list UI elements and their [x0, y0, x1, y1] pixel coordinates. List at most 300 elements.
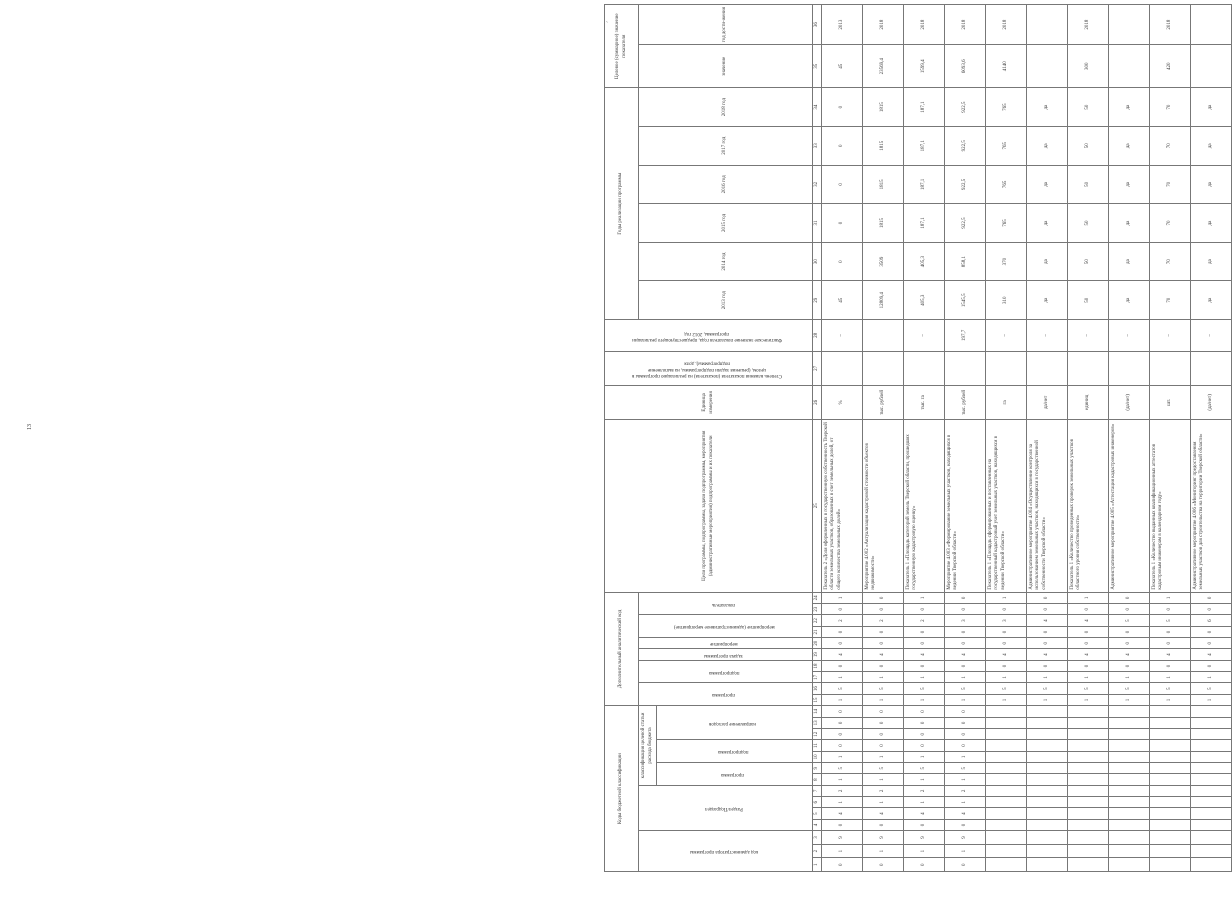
- year-value-cell: 1815: [863, 204, 904, 243]
- base-value-header: Фактическое значение показателя года, предшествующего реализации программы, 2012 год: [605, 320, 813, 352]
- code-digit-cell: 0: [1027, 626, 1068, 637]
- table-row: [822, 5, 863, 872]
- code-digit-cell: 0: [986, 660, 1027, 671]
- year-value-cell: 70: [1150, 126, 1191, 165]
- extra-class-header: Дополнительный аналитический код: [605, 592, 639, 706]
- section-header: Раздел/Подраздел: [639, 785, 813, 830]
- expense-dir-header: направление расходов: [657, 706, 813, 740]
- unit-header: Единица измерения: [605, 385, 813, 419]
- code-digit-cell: [1027, 706, 1068, 718]
- code-digit-cell: 4: [863, 649, 904, 660]
- goals-header: Цели программы, подпрограммы, задачи подпрограммы, мероприятия (административные мероприятия) подпрограммы и их показатели: [605, 419, 813, 592]
- unit-cell: тыс. рублей: [863, 385, 904, 419]
- year-value-cell: 310: [986, 281, 1027, 320]
- code-digit-cell: 0: [822, 660, 863, 671]
- code-digit-cell: [1109, 717, 1150, 728]
- indicator-text-cell: Показатель 2 «Доля оформленных в государственную собственность Тверской области земельных участков, образованных в счет земельных долей, от общего количества земельных долей»: [822, 419, 863, 592]
- code-digit-cell: [1191, 819, 1232, 830]
- target-year-cell: 2018: [863, 5, 904, 45]
- target-value-cell: 420: [1150, 45, 1191, 88]
- column-number: 22: [813, 615, 822, 626]
- year-value-cell: 50: [1068, 204, 1109, 243]
- code-digit-cell: [986, 729, 1027, 740]
- column-number: 13: [813, 717, 822, 728]
- column-number: 19: [813, 649, 822, 660]
- code-digit-cell: 1: [986, 694, 1027, 705]
- year-value-cell: 70: [1150, 242, 1191, 281]
- program-indicators-table: [604, 4, 1232, 872]
- year-value-cell: да: [1191, 281, 1232, 320]
- code-digit-cell: 5: [863, 763, 904, 774]
- code-digit-cell: 0: [986, 604, 1027, 615]
- code-digit-cell: 0: [904, 626, 945, 637]
- code-digit-cell: 0: [1109, 604, 1150, 615]
- target-header: Целевое (суммарное) значение показателя: [605, 5, 639, 88]
- year-value-cell: да: [1191, 88, 1232, 127]
- code-digit-cell: 1: [1191, 694, 1232, 705]
- target-year-cell: 2018: [945, 5, 986, 45]
- code-digit-cell: 0: [986, 626, 1027, 637]
- year-value-cell: да: [1109, 242, 1150, 281]
- code-digit-cell: 2: [904, 785, 945, 796]
- code-digit-cell: 4: [822, 808, 863, 819]
- code-digit-cell: [1191, 706, 1232, 718]
- code-digit-cell: 0: [822, 819, 863, 830]
- year-value-cell: 12809,4: [863, 281, 904, 320]
- code-digit-cell: 9: [822, 831, 863, 845]
- base-value-cell: –: [1027, 320, 1068, 352]
- code-digit-cell: [1191, 831, 1232, 845]
- column-number: 10: [813, 751, 822, 762]
- year-value-cell: 0: [822, 88, 863, 127]
- table-row: [904, 5, 945, 872]
- year-value-cell: 70: [1150, 165, 1191, 204]
- year-value-cell: да: [1027, 126, 1068, 165]
- unit-cell: шт.: [1150, 385, 1191, 419]
- code-digit-cell: 0: [1068, 660, 1109, 671]
- indicator-text-cell: Административное мероприятие 4.005 «Аттестация кадастровых инженеров»: [1109, 419, 1150, 592]
- year-value-cell: 1815: [863, 165, 904, 204]
- column-number: 32: [813, 165, 822, 204]
- unit-cell: единиц: [1068, 385, 1109, 419]
- code-digit-cell: 5: [1109, 683, 1150, 694]
- code-digit-cell: 1: [863, 774, 904, 785]
- relation-cell: [986, 351, 1027, 385]
- code-digit-cell: 9: [863, 831, 904, 845]
- code-digit-cell: 4: [1150, 649, 1191, 660]
- indicator-text-cell: Показатель 1 «Площадь категорий земель Тверской области, прошедших государственную кадастровую оценку»: [904, 419, 945, 592]
- column-number: 20: [813, 638, 822, 649]
- code-digit-cell: 1: [822, 774, 863, 785]
- code-digit-cell: [1150, 740, 1191, 751]
- code-digit-cell: 2: [822, 785, 863, 796]
- base-value-cell: –: [1150, 320, 1191, 352]
- code-digit-cell: [1191, 808, 1232, 819]
- target-year-cell: 2018: [1068, 5, 1109, 45]
- code-digit-cell: 0: [945, 604, 986, 615]
- code-digit-cell: 5: [1150, 683, 1191, 694]
- code-digit-cell: 5: [945, 683, 986, 694]
- code-digit-cell: 0: [822, 638, 863, 649]
- code-digit-cell: [1191, 774, 1232, 785]
- column-number: 25: [813, 419, 822, 592]
- column-number: 16: [813, 683, 822, 694]
- code-digit-cell: 5: [904, 763, 945, 774]
- indicator-text-cell: Показатель 1 «Площадь сформированных и поставленных на государственный кадастровый учет земельных участков, находящихся в ведении Тверской области»: [986, 419, 1027, 592]
- year-value-cell: 370: [986, 242, 1027, 281]
- year-value-cell: да: [1191, 242, 1232, 281]
- code-digit-cell: [1150, 797, 1191, 808]
- year-value-cell: да: [1109, 126, 1150, 165]
- x-program-header: программа: [639, 683, 813, 706]
- year-value-cell: да: [1027, 165, 1068, 204]
- indicator-text-cell: Мероприятие 4.003 «Формирование земельных участков, находящихся в ведении Тверской области»: [945, 419, 986, 592]
- column-number: 33: [813, 126, 822, 165]
- code-digit-cell: 1: [1150, 694, 1191, 705]
- year-value-cell: да: [1027, 281, 1068, 320]
- code-digit-cell: [986, 740, 1027, 751]
- code-digit-cell: [1068, 819, 1109, 830]
- year-value-cell: да: [1027, 204, 1068, 243]
- expense-class-header: классификация целевой статьи расхода бюджета: [639, 706, 657, 786]
- column-number: 1: [813, 858, 822, 872]
- code-digit-cell: [1191, 717, 1232, 728]
- code-digit-cell: 0: [863, 819, 904, 830]
- column-number: 9: [813, 763, 822, 774]
- code-digit-cell: 1: [863, 844, 904, 858]
- code-digit-cell: [1191, 751, 1232, 762]
- code-digit-cell: [1068, 740, 1109, 751]
- year-2014-header: 2014 год: [639, 242, 813, 281]
- subprogram-code-header: подпрограмма: [657, 740, 813, 763]
- year-value-cell: да: [1109, 88, 1150, 127]
- code-digit-cell: 0: [822, 604, 863, 615]
- code-digit-cell: [1027, 729, 1068, 740]
- year-value-cell: да: [1191, 204, 1232, 243]
- code-digit-cell: 0: [904, 819, 945, 830]
- code-digit-cell: [1109, 763, 1150, 774]
- code-digit-cell: 4: [863, 808, 904, 819]
- rotated-table-page: [604, 4, 1213, 872]
- code-digit-cell: 1: [822, 844, 863, 858]
- code-digit-cell: 5: [822, 763, 863, 774]
- column-number: 17: [813, 672, 822, 683]
- code-digit-cell: [1068, 763, 1109, 774]
- year-value-cell: 50: [1068, 281, 1109, 320]
- code-digit-cell: 4: [1027, 649, 1068, 660]
- base-value-cell: –: [1068, 320, 1109, 352]
- column-number: 2: [813, 844, 822, 858]
- code-digit-cell: [1150, 763, 1191, 774]
- code-digit-cell: 0: [904, 638, 945, 649]
- code-digit-cell: 6: [1191, 615, 1232, 626]
- code-digit-cell: [1027, 717, 1068, 728]
- code-digit-cell: 1: [1068, 694, 1109, 705]
- code-digit-cell: [1109, 729, 1150, 740]
- code-digit-cell: [1068, 774, 1109, 785]
- year-value-cell: да: [1027, 242, 1068, 281]
- code-digit-cell: 0: [945, 706, 986, 718]
- code-digit-cell: [1027, 751, 1068, 762]
- years-header: Годы реализации программы: [605, 88, 639, 320]
- code-digit-cell: [1068, 751, 1109, 762]
- column-number: 27: [813, 351, 822, 385]
- code-digit-cell: [1109, 751, 1150, 762]
- target-value-cell: 4140: [986, 45, 1027, 88]
- code-digit-cell: 3: [945, 615, 986, 626]
- year-value-cell: 405,3: [904, 281, 945, 320]
- code-digit-cell: 0: [1150, 626, 1191, 637]
- code-digit-cell: [1191, 797, 1232, 808]
- target-value-cell: 1599,4: [904, 45, 945, 88]
- table-row: [945, 5, 986, 872]
- target-year-cell: [1191, 5, 1232, 45]
- code-digit-cell: [1109, 785, 1150, 796]
- code-digit-cell: [1109, 858, 1150, 872]
- code-digit-cell: 0: [904, 729, 945, 740]
- code-digit-cell: 4: [822, 649, 863, 660]
- table-row: [1191, 5, 1232, 872]
- code-digit-cell: 2: [863, 785, 904, 796]
- code-digit-cell: 0: [822, 729, 863, 740]
- relation-cell: [945, 351, 986, 385]
- code-digit-cell: 0: [1150, 638, 1191, 649]
- code-digit-cell: [986, 763, 1027, 774]
- column-number: 31: [813, 204, 822, 243]
- year-value-cell: 187,1: [904, 165, 945, 204]
- year-value-cell: 45: [822, 281, 863, 320]
- x-task-header: задача программы: [639, 649, 813, 660]
- code-digit-cell: 0: [863, 740, 904, 751]
- base-value-cell: [863, 320, 904, 352]
- unit-cell: %: [822, 385, 863, 419]
- column-number: 24: [813, 592, 822, 604]
- code-digit-cell: 0: [904, 740, 945, 751]
- code-digit-cell: 3: [986, 615, 1027, 626]
- code-digit-cell: 1: [1068, 592, 1109, 604]
- code-digit-cell: 4: [1068, 649, 1109, 660]
- code-digit-cell: 1: [945, 672, 986, 683]
- code-digit-cell: 1: [904, 797, 945, 808]
- column-number: 4: [813, 819, 822, 830]
- code-digit-cell: [1150, 831, 1191, 845]
- year-value-cell: 765: [986, 165, 1027, 204]
- code-digit-cell: 1: [1191, 672, 1232, 683]
- table-row: [986, 5, 1027, 872]
- target-year-cell: 2013: [822, 5, 863, 45]
- code-digit-cell: 0: [945, 592, 986, 604]
- code-digit-cell: 4: [945, 808, 986, 819]
- target-year-cell: 2018: [986, 5, 1027, 45]
- code-digit-cell: [1027, 740, 1068, 751]
- code-digit-cell: [986, 819, 1027, 830]
- code-digit-cell: 0: [945, 717, 986, 728]
- code-digit-cell: [1027, 858, 1068, 872]
- code-digit-cell: [986, 797, 1027, 808]
- x-admin-event-header: мероприятие (административное мероприятие): [639, 615, 813, 638]
- year-value-cell: 922,5: [945, 126, 986, 165]
- code-digit-cell: [1191, 844, 1232, 858]
- year-2016-header: 2016 год: [639, 165, 813, 204]
- x-indicator-header: показатель: [639, 592, 813, 615]
- code-digit-cell: 5: [1068, 683, 1109, 694]
- code-digit-cell: 0: [1027, 638, 1068, 649]
- code-digit-cell: 1: [863, 672, 904, 683]
- column-number: 8: [813, 774, 822, 785]
- unit-cell: тыс. рублей: [945, 385, 986, 419]
- code-digit-cell: [1150, 819, 1191, 830]
- code-digit-cell: 0: [1150, 604, 1191, 615]
- code-digit-cell: 5: [1027, 683, 1068, 694]
- column-number: 21: [813, 626, 822, 637]
- code-digit-cell: 5: [1150, 615, 1191, 626]
- relation-cell: [1191, 351, 1232, 385]
- year-2018-header: 2018 год: [639, 88, 813, 127]
- code-digit-cell: 4: [1027, 615, 1068, 626]
- column-number: 35: [813, 45, 822, 88]
- year-value-cell: 0: [822, 126, 863, 165]
- code-digit-cell: 1: [1150, 672, 1191, 683]
- relation-cell: [822, 351, 863, 385]
- code-digit-cell: 0: [904, 660, 945, 671]
- code-digit-cell: [1027, 819, 1068, 830]
- code-digit-cell: [1109, 774, 1150, 785]
- code-digit-cell: [986, 717, 1027, 728]
- code-digit-cell: [1068, 858, 1109, 872]
- column-number: 36: [813, 5, 822, 45]
- unit-cell: га: [986, 385, 1027, 419]
- code-digit-cell: 1: [1027, 672, 1068, 683]
- program-code-header: программа: [657, 763, 813, 786]
- code-digit-cell: 0: [1027, 660, 1068, 671]
- code-digit-cell: 1: [863, 751, 904, 762]
- code-digit-cell: [1191, 785, 1232, 796]
- code-digit-cell: 4: [945, 649, 986, 660]
- year-2015-header: 2015 год: [639, 204, 813, 243]
- code-digit-cell: 0: [945, 740, 986, 751]
- code-digit-cell: 0: [863, 592, 904, 604]
- code-digit-cell: 1: [822, 694, 863, 705]
- code-digit-cell: 1: [822, 751, 863, 762]
- code-digit-cell: 1: [945, 751, 986, 762]
- code-digit-cell: 2: [863, 615, 904, 626]
- code-digit-cell: [1150, 729, 1191, 740]
- code-digit-cell: [1150, 844, 1191, 858]
- target-year-cell: 2018: [1150, 5, 1191, 45]
- column-number: 30: [813, 242, 822, 281]
- code-digit-cell: 0: [1109, 638, 1150, 649]
- base-value-cell: –: [904, 320, 945, 352]
- code-digit-cell: [1068, 729, 1109, 740]
- code-digit-cell: [1109, 706, 1150, 718]
- code-digit-cell: 1: [863, 694, 904, 705]
- year-value-cell: 187,1: [904, 88, 945, 127]
- code-digit-cell: [986, 706, 1027, 718]
- table-row: [1027, 5, 1068, 872]
- code-digit-cell: 0: [863, 660, 904, 671]
- code-digit-cell: [1027, 763, 1068, 774]
- code-digit-cell: 1: [904, 672, 945, 683]
- code-digit-cell: 0: [822, 706, 863, 718]
- year-value-cell: 765: [986, 126, 1027, 165]
- code-digit-cell: [1027, 774, 1068, 785]
- code-digit-cell: 5: [1191, 683, 1232, 694]
- code-digit-cell: 0: [904, 858, 945, 872]
- target-year-cell: 2018: [904, 5, 945, 45]
- code-digit-cell: 1: [945, 694, 986, 705]
- column-number: 29: [813, 281, 822, 320]
- code-digit-cell: [1109, 808, 1150, 819]
- year-value-cell: 0: [822, 204, 863, 243]
- code-digit-cell: 2: [945, 785, 986, 796]
- code-digit-cell: 0: [904, 717, 945, 728]
- year-value-cell: 50: [1068, 88, 1109, 127]
- target-value-cell: 23569,4: [863, 45, 904, 88]
- code-digit-cell: 0: [1027, 604, 1068, 615]
- code-digit-cell: [1027, 844, 1068, 858]
- code-digit-cell: 5: [904, 683, 945, 694]
- code-digit-cell: [1191, 729, 1232, 740]
- code-digit-cell: 4: [1068, 615, 1109, 626]
- year-value-cell: 187,1: [904, 126, 945, 165]
- year-value-cell: да: [1109, 165, 1150, 204]
- relation-header: Степень влияния показателя (показателя) на реализацию программы в целом, (решения задачи подпрограммы, на выполнение подпрограммы), доля: [605, 351, 813, 385]
- target-year-header: год дости-жения: [639, 5, 813, 45]
- code-digit-cell: [986, 785, 1027, 796]
- year-2017-header: 2017 год: [639, 126, 813, 165]
- code-digit-cell: 9: [904, 831, 945, 845]
- code-digit-cell: 0: [1068, 626, 1109, 637]
- code-digit-cell: [1027, 808, 1068, 819]
- target-year-cell: [1027, 5, 1068, 45]
- code-digit-cell: 1: [1027, 694, 1068, 705]
- page-number: 13: [27, 424, 33, 430]
- unit-cell: тыс. га: [904, 385, 945, 419]
- column-number: 15: [813, 694, 822, 705]
- code-digit-cell: 5: [863, 683, 904, 694]
- code-digit-cell: [1150, 751, 1191, 762]
- table-row: [1109, 5, 1150, 872]
- year-value-cell: 50: [1068, 242, 1109, 281]
- code-digit-cell: 1: [986, 592, 1027, 604]
- year-value-cell: 765: [986, 204, 1027, 243]
- code-digit-cell: 2: [904, 615, 945, 626]
- code-digit-cell: 0: [1191, 660, 1232, 671]
- code-digit-cell: [1150, 774, 1191, 785]
- code-digit-cell: [1109, 797, 1150, 808]
- target-year-cell: [1109, 5, 1150, 45]
- base-value-cell: 197,7: [945, 320, 986, 352]
- column-number: 18: [813, 660, 822, 671]
- code-digit-cell: [986, 844, 1027, 858]
- code-digit-cell: [1068, 785, 1109, 796]
- column-number: 7: [813, 785, 822, 796]
- code-digit-cell: 0: [1068, 638, 1109, 649]
- code-digit-cell: 1: [822, 592, 863, 604]
- indicator-text-cell: Показатель 1 «Количество выданных квалификационных аттестатов кадастровым инженерам в календарном году»: [1150, 419, 1191, 592]
- code-digit-cell: [1150, 858, 1191, 872]
- column-number: 28: [813, 320, 822, 352]
- code-digit-cell: 0: [1191, 638, 1232, 649]
- year-value-cell: да: [1109, 281, 1150, 320]
- base-value-cell: –: [1191, 320, 1232, 352]
- code-digit-cell: [1150, 706, 1191, 718]
- code-digit-cell: 1: [904, 751, 945, 762]
- table-row: [1150, 5, 1191, 872]
- year-value-cell: 70: [1150, 281, 1191, 320]
- target-value-cell: [1109, 45, 1150, 88]
- column-number-row: [813, 5, 822, 872]
